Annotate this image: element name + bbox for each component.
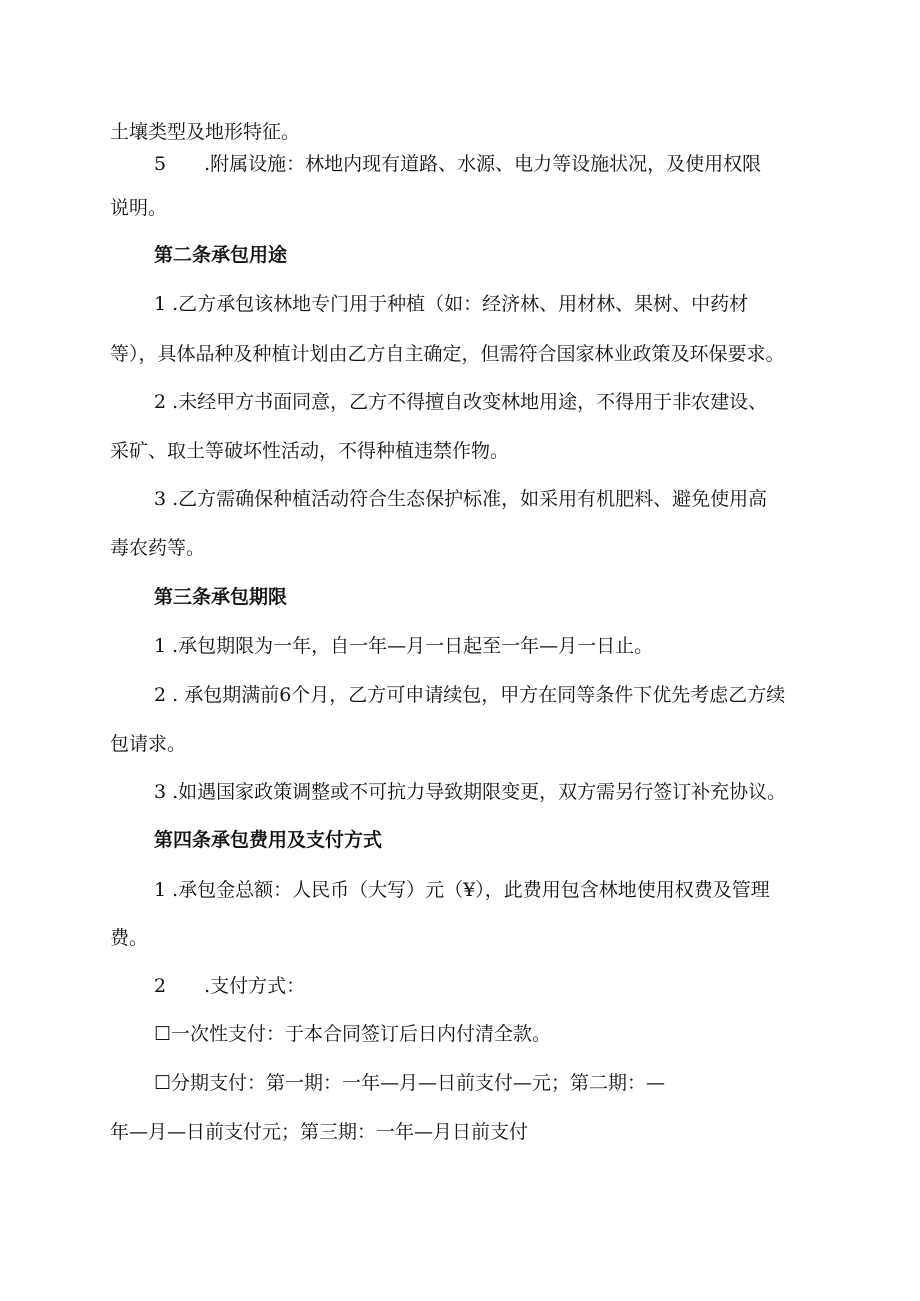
section-heading: 第三条承包期限 xyxy=(154,586,288,608)
section-heading: 第二条承包用途 xyxy=(154,244,288,266)
checkbox-option-line: ☐分期支付：第一期：一年—月—日前支付—元；第二期：— xyxy=(154,1072,666,1094)
paragraph-line: 土壤类型及地形特征。 xyxy=(110,121,301,143)
paragraph-line: 等），具体品种及种植计划由乙方自主确定，但需符合国家林业政策及环保要求。 xyxy=(110,343,785,365)
paragraph-line: 3 .如遇国家政策调整或不可抗力导致期限变更，双方需另行签订补充协议。 xyxy=(154,781,787,803)
paragraph-line: 采矿、取土等破坏性活动，不得种植违禁作物。 xyxy=(110,440,510,462)
paragraph-line: 3 .乙方需确保种植活动符合生态保护标准，如采用有机肥料、避免使用高 xyxy=(154,488,768,510)
paragraph-line: 包请求。 xyxy=(110,733,187,755)
paragraph-line: 2 .未经甲方书面同意，乙方不得擅自改变林地用途，不得用于非农建设、 xyxy=(154,391,768,413)
paragraph-line: 说明。 xyxy=(110,197,168,219)
paragraph-line: 1 .承包期限为一年，自一年—月一日起至一年—月一日止。 xyxy=(154,635,654,657)
paragraph-line: 年—月—日前支付元；第三期：一年—月日前支付 xyxy=(110,1121,529,1143)
paragraph-line: 费。 xyxy=(110,927,149,949)
checkbox-option-line: ☐一次性支付：于本合同签订后日内付清全款。 xyxy=(154,1023,552,1045)
paragraph-line: 2 . 承包期满前6个月，乙方可申请续包，甲方在同等条件下优先考虑乙方续 xyxy=(154,684,786,706)
paragraph-line: 1 .承包金总额：人民币（大写）元（¥），此费用包含林地使用权费及管理 xyxy=(154,879,770,901)
section-heading: 第四条承包费用及支付方式 xyxy=(154,829,383,851)
paragraph-line: 1 .乙方承包该林地专门用于种植（如：经济林、用材林、果树、中药材 xyxy=(154,293,749,315)
paragraph-line: 2 .支付方式： xyxy=(154,975,306,997)
paragraph-line: 毒农药等。 xyxy=(110,537,206,559)
paragraph-line: 5 .附属设施：林地内现有道路、水源、电力等设施状况，及使用权限 xyxy=(154,153,762,175)
